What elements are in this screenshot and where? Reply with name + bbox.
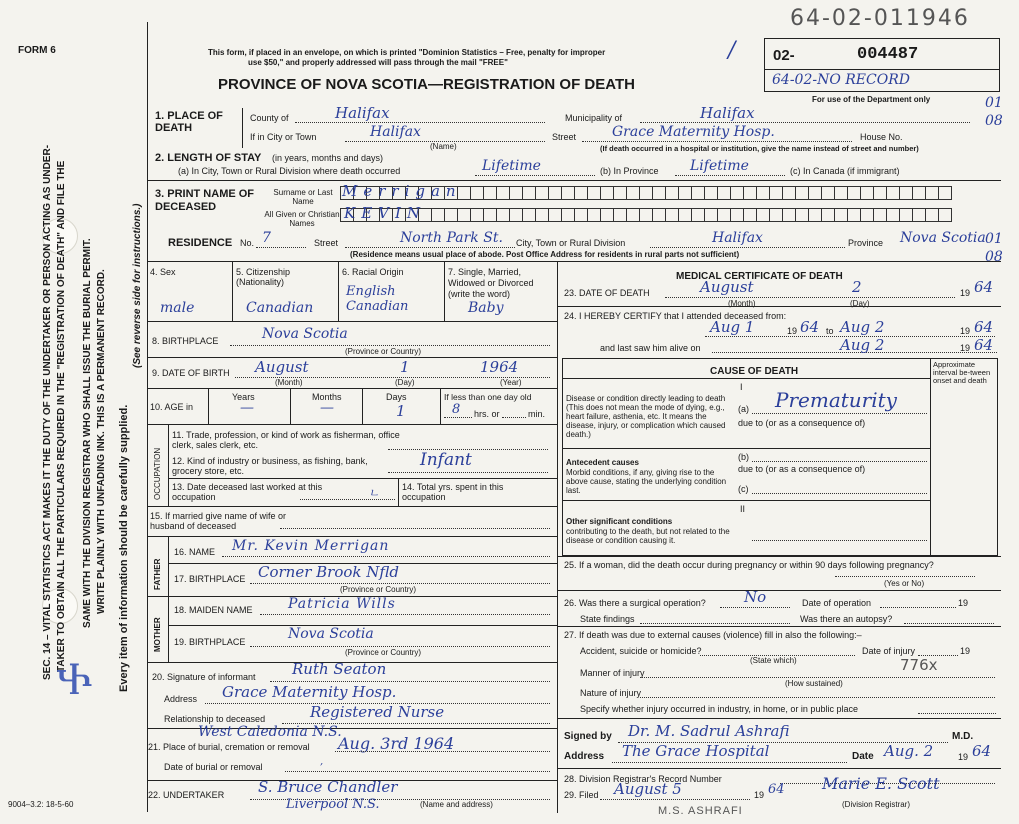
- code-margin-1: 01 08: [985, 95, 1003, 129]
- filed-date-value: August 5: [614, 780, 682, 798]
- given-name-value: KEVIN: [344, 204, 427, 222]
- father-side-label: FATHER: [153, 558, 162, 590]
- mother-maiden-name-value: Patricia Wills: [288, 596, 396, 612]
- attended-to-value: Aug 2: [840, 318, 885, 336]
- given-name-boxes: [340, 208, 951, 222]
- undertaker-value: S. Bruce Chandler: [258, 778, 398, 796]
- letter-box: [912, 208, 926, 222]
- letter-box: [691, 208, 705, 222]
- cause-a-value: Prematurity: [775, 388, 897, 412]
- letter-box: [613, 208, 627, 222]
- physician-address-value: The Grace Hospital: [622, 742, 770, 760]
- residence-province-value: Nova Scotia: [900, 230, 986, 246]
- no-record-note: 64-02-NO RECORD: [772, 72, 910, 88]
- last-worked-mark: ㄴ: [368, 486, 380, 500]
- letter-box: [444, 208, 458, 222]
- informant-address-value: Grace Maternity Hosp.: [222, 683, 397, 701]
- letter-box: [561, 208, 575, 222]
- letter-box: [782, 208, 796, 222]
- occupation-side-label: OCCUPATION: [153, 447, 162, 500]
- registration-number: 004487: [857, 45, 919, 64]
- letter-box: [782, 186, 796, 200]
- letter-box: [691, 186, 705, 200]
- letter-box: [483, 186, 497, 200]
- dod-month-value: August: [700, 278, 754, 296]
- letter-box: [431, 208, 445, 222]
- letter-box: [470, 186, 484, 200]
- letter-box: [756, 186, 770, 200]
- letter-box: [704, 208, 718, 222]
- letter-box: [665, 186, 679, 200]
- letter-box: [938, 208, 952, 222]
- physician-date-value: Aug. 2: [884, 742, 934, 760]
- letter-box: [730, 186, 744, 200]
- dod-day-value: 2: [852, 278, 862, 296]
- mother-side-label: MOTHER: [153, 617, 162, 652]
- letter-box: [535, 208, 549, 222]
- letter-box: [886, 186, 900, 200]
- letter-box: [470, 208, 484, 222]
- surname-value: Merrigan: [342, 182, 462, 200]
- print-name-label: 3. PRINT NAME OF DECEASED: [155, 188, 255, 213]
- letter-box: [496, 208, 510, 222]
- burial-date-mark: ,: [320, 756, 324, 767]
- division-registrar-signature: Marie E. Scott: [822, 774, 940, 793]
- sex-value: male: [160, 300, 195, 316]
- street-value: Grace Maternity Hosp.: [612, 124, 775, 140]
- dod-year-value: 64: [974, 278, 994, 296]
- letter-box: [678, 208, 692, 222]
- letter-box: [717, 208, 731, 222]
- letter-box: [548, 208, 562, 222]
- letter-box: [821, 186, 835, 200]
- residence-no-value: 7: [262, 230, 271, 246]
- birthplace-value: Nova Scotia: [262, 326, 348, 342]
- letter-box: [522, 186, 536, 200]
- letter-box: [847, 208, 861, 222]
- registration-number-box: 02- 004487: [764, 38, 1000, 70]
- letter-box: [873, 186, 887, 200]
- death-registration-form: FORM 6 This form, if placed in an envelope, on which is printed "Dominion Statistics – Free, penalty for improper use $50," and properly addressed will pass through the mail "FREE" PROVINCE OF NOVA SCOTIA—REGISTRATION OF DEATH 64-02-011946 / 02- 004487 64-02-NO RECORD For use of the Department only SEC. 14 – VITAL STATISTICS ACT MAKES IT THE DUTY OF THE UNDERTAKER OR PERSON ACTING AS UNDER- TAKER TO OBTAIN ALL THE PARTICULARS REQUIRED IN THE "REGISTRATION OF DEATH" AND FILE THE SAME WITH THE DIVISION REGISTRAR WHO SHALL ISSUE THE BURIAL PERMIT. WRITE PLAINLY WITH UNFADING INK. THIS IS A PERMANENT RECORD. Every item of information should be carefully supplied. (See reverse side for instructions.) Ⴕ 1. PLACE OF DEATH County of Halifax Municipality of Halifax If in City or Town Halifax (Name) Street Grace Maternity Hosp. House No. (If death occurred in a hospital or institution, give the name instead of street and number) 01 08 2. LENGTH OF STAY (in years, months and days) (a) In City, Town or Rural Division where death occurred Lifetime (b) In Province Lifetime (c) In Canada (if immigrant) 3. PRINT NAME OF DECEASED Surname or Last Name All Given or Christian Names Merrigan KEVIN RESIDENCE No. 7 Street North Park St. City, Town or Rural Division Halifax Province Nova Scotia (Residence means usual place of abode. Post Office Address for residents in rural parts not sufficient) 01 08 4. Sex 5. Citizenship (Nationality) 6. Racial Origin 7. Single, Married, Widowed or Divorced (write the word) male Canadian English Canadian Baby 8. BIRTHPLACE Nova Scotia (Province or Country) 9. DATE OF BIRTH August 1 1964 (Month) (Day) (Year) 10. AGE in Years Months Days — — 1 If less than one day old 8 hrs. or min. OCCUPATION 11. Trade, profession, or kind of work as fisherman, office clerk, sales clerk, etc. 12. Kind of industry or business, as fishing, bank, grocery store, etc. Infant 13. Date deceased last worked at this occupation ㄴ 14. Total yrs. spent in this occupation 15. If married give name of wife or husband of deceased FATHER MOTHER 16. NAME Mr. Kevin Merrigan 17. BIRTHPLACE Corner Brook Nfld (Province or Country) 18. MAIDEN NAME Patricia Wills 19. BIRTHPLACE Nova Scotia (Province or Country) 20. Signature of informant Ruth Seaton Address Grace Maternity Hosp. Relationship to deceased Registered Nurse West Caledonia N.S. Aug. 3rd 1964 21. Place of burial, cremation or removal Date of burial or removal , 22. UNDERTAKER S. Bruce Chandler (Name and address) Liverpool N.S. 9004–3.2: 18-5-60 MEDICAL CERTIFICATE OF DEATH 23. DATE OF DEATH August 2 19 64 (Month) (Day) 24. I HEREBY CERTIFY that I attended deceased from: Aug 1 19 64 to Aug 2 19 64 and last saw him alive on Aug 2 19 64 CAUSE OF DEATH Approximate interval be-tween onset and death I Disease or condition directly leading to death (This does not mean the mode of dying, e.g., heart failure, asthenia, etc. It means the disease, injury, or complication which caused death.) (a) Prematurity due to (or as a consequence of) Antecedent causes Morbid conditions, if any, giving rise to the above cause, stating the underlying condition last. (b) due to (or as a consequence of) (c) II Other significant conditions contributing to the death, but not related to the disease or condition causing it. 25. If a woman, did the death occur during pregnancy or within 90 days following pregnancy? (Yes or No) 26. Was there a surgical operation? No Date of operation 19 State findings Was there an autopsy? 27. If death was due to external causes (violence) fill in also the following:– Accident, suicide or homicide? (State which) Date of injury 19 Manner of injury 776x (How sustained) Nature of injury Specify whether injury occurred in industry, in home, or in public place Signed by Dr. M. Sadrul Ashrafi M.D. Address The Grace Hospital Date Aug. 2 19 64 28. Division Registrar's Record Number 29. Filed August 5 19 64 Marie E. Scott (Division Registrar) M.S. ASHRAFI: [0, 0, 1019, 824]
- cause-of-death-title: CAUSE OF DEATH: [710, 366, 799, 377]
- medical-certificate-title: MEDICAL CERTIFICATE OF DEATH: [676, 271, 843, 282]
- residence-street-value: North Park St.: [400, 230, 503, 246]
- signed-by-value: Dr. M. Sadrul Ashrafi: [628, 722, 790, 740]
- relationship-value: Registered Nurse: [310, 703, 445, 721]
- letter-box: [925, 186, 939, 200]
- age-days-value: 1: [396, 402, 406, 420]
- letter-box: [717, 186, 731, 200]
- mail-notice-2: use $50," and properly addressed will pass through the mail "FREE": [248, 58, 508, 67]
- letter-box: [678, 186, 692, 200]
- mother-birthplace-value: Nova Scotia: [288, 626, 374, 642]
- letter-box: [483, 208, 497, 222]
- letter-box: [652, 208, 666, 222]
- margin-mark: Ⴕ: [56, 662, 93, 703]
- letter-box: [574, 208, 588, 222]
- letter-box: [626, 208, 640, 222]
- letter-box: [587, 186, 601, 200]
- letter-box: [795, 208, 809, 222]
- letter-box: [743, 208, 757, 222]
- letter-box: [561, 186, 575, 200]
- burial-date-value: Aug. 3rd 1964: [338, 734, 455, 753]
- manner-code-value: 776x: [900, 656, 938, 674]
- stay-in-city-value: Lifetime: [482, 158, 541, 174]
- letter-box: [509, 186, 523, 200]
- letter-box: [860, 208, 874, 222]
- racial-origin-value: English Canadian: [346, 284, 409, 314]
- occupation-value: Infant: [420, 450, 472, 470]
- letter-box: [457, 208, 471, 222]
- municipality-value: Halifax: [700, 104, 755, 122]
- sec14-notice: SEC. 14 – VITAL STATISTICS ACT MAKES IT THE DUTY OF THE UNDERTAKER OR PERSON ACTING AS UNDER-: [42, 144, 53, 680]
- letter-box: [834, 208, 848, 222]
- letter-box: [548, 186, 562, 200]
- place-of-death-label: 1. PLACE OF DEATH: [155, 110, 223, 134]
- age-years-dash: —: [240, 400, 254, 416]
- letter-box: [808, 186, 822, 200]
- letter-box: [574, 186, 588, 200]
- letter-box: [873, 208, 887, 222]
- top-handwritten-number: 64-02-011946: [790, 6, 970, 31]
- letter-box: [600, 186, 614, 200]
- letter-box: [847, 186, 861, 200]
- letter-box: [756, 208, 770, 222]
- letter-box: [925, 208, 939, 222]
- letter-box: [769, 186, 783, 200]
- letter-box: [626, 186, 640, 200]
- dob-month-value: August: [255, 358, 309, 376]
- attended-from-value: Aug 1: [710, 318, 755, 336]
- letter-box: [613, 186, 627, 200]
- undertaker-address-value: Liverpool N.S.: [286, 797, 380, 812]
- letter-box: [587, 208, 601, 222]
- letter-box: [730, 208, 744, 222]
- letter-box: [639, 208, 653, 222]
- letter-box: [639, 186, 653, 200]
- last-saw-value: Aug 2: [840, 336, 885, 354]
- informant-signature-value: Ruth Seaton: [292, 660, 387, 678]
- mail-notice-1: This form, if placed in an envelope, on which is printed "Dominion Statistics – Free, penalty for improper: [208, 48, 606, 57]
- letter-box: [860, 186, 874, 200]
- letter-box: [899, 208, 913, 222]
- letter-box: [899, 186, 913, 200]
- letter-box: [535, 186, 549, 200]
- letter-box: [795, 186, 809, 200]
- letter-box: [496, 186, 510, 200]
- father-name-value: Mr. Kevin Merrigan: [232, 538, 390, 554]
- check-mark: /: [728, 38, 736, 63]
- dob-year-value: 1964: [480, 358, 519, 376]
- letter-box: [665, 208, 679, 222]
- age-hrs-value: 8: [452, 402, 461, 417]
- letter-box: [522, 208, 536, 222]
- citizenship-value: Canadian: [246, 300, 314, 316]
- letter-box: [600, 208, 614, 222]
- stay-in-province-value: Lifetime: [690, 158, 749, 174]
- form-title: PROVINCE OF NOVA SCOTIA—REGISTRATION OF DEATH: [218, 76, 635, 93]
- letter-box: [834, 186, 848, 200]
- age-months-dash: —: [320, 400, 334, 416]
- letter-box: [704, 186, 718, 200]
- letter-box: [821, 208, 835, 222]
- form-code: 9004–3.2: 18-5-60: [8, 800, 74, 809]
- code-margin-2: 01 08: [985, 231, 1003, 265]
- burial-place-value: West Caledonia N.S.: [198, 724, 342, 740]
- father-birthplace-value: Corner Brook Nfld: [258, 563, 399, 581]
- letter-box: [912, 186, 926, 200]
- physician-name-stamp: M.S. ASHRAFI: [658, 805, 743, 817]
- marital-value: Baby: [468, 300, 504, 316]
- surgical-operation-value: No: [744, 588, 767, 606]
- letter-box: [886, 208, 900, 222]
- city-value: Halifax: [370, 124, 421, 140]
- letter-box: [769, 208, 783, 222]
- letter-box: [652, 186, 666, 200]
- form-number: FORM 6: [18, 45, 56, 56]
- residence-city-value: Halifax: [712, 230, 763, 246]
- dob-day-value: 1: [400, 358, 410, 376]
- county-value: Halifax: [335, 104, 390, 122]
- dept-use: For use of the Department only: [812, 95, 931, 104]
- letter-box: [938, 186, 952, 200]
- letter-box: [743, 186, 757, 200]
- letter-box: [808, 208, 822, 222]
- letter-box: [509, 208, 523, 222]
